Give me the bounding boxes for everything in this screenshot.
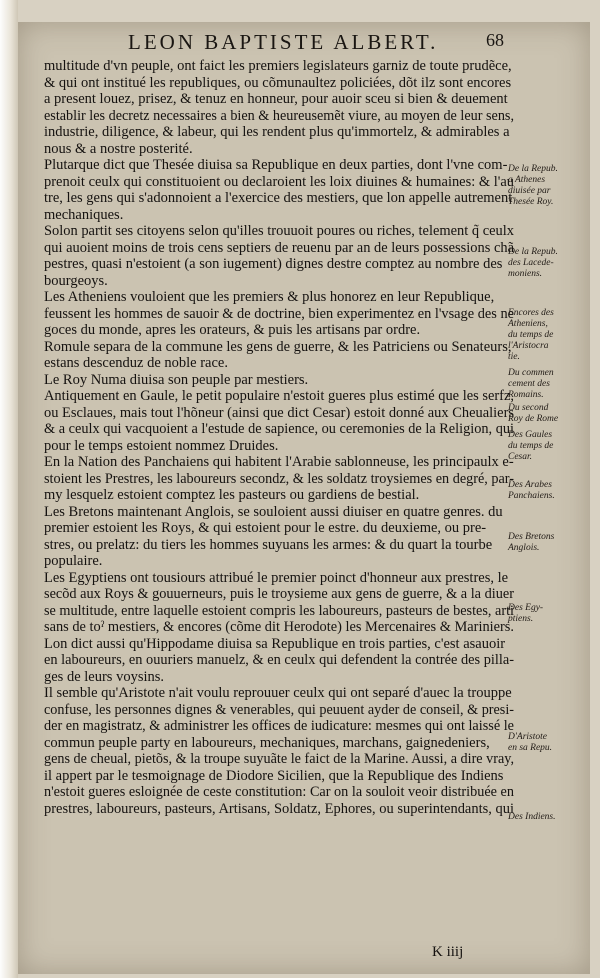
text-line: industrie, diligence, & labeur, qui les rendent plus qu'immortelz, & admirables a [44, 124, 510, 140]
margin-note-line: Atheniens, [508, 319, 548, 329]
margin-note-line: Encores des [508, 308, 554, 318]
text-line: nous & a nostre posterité. [44, 140, 193, 157]
text-line: n'estoit gueres esloignée de ceste constitution: Car on la souloit veoir distribuée en [44, 784, 514, 800]
margin-note-numa [508, 403, 590, 425]
page-number: 68 [486, 30, 504, 50]
margin-note-line: diuisée par [508, 186, 551, 196]
margin-note-lacedemoniens [508, 247, 590, 280]
margin-note-thesee [508, 164, 590, 208]
margin-note-line: tie. [508, 352, 520, 362]
text-line: Il semble qu'Aristote n'ait voulu reprouuer ceulx qui ont separé d'auec la trouppe [44, 685, 512, 701]
text-line: a present louez, prisez, & tenuz en honneur, pour auoir sceu si bien & deuement [44, 91, 508, 107]
margin-note-line: moniens. [508, 269, 543, 279]
margin-note-line: Du commen [508, 368, 554, 378]
margin-note-egyptiens [508, 603, 590, 625]
margin-note-line: De la Repub. [508, 247, 558, 257]
margin-note-line: Panchaiens. [508, 491, 555, 501]
text-line: Antiquement en Gaule, le petit populaire n'estoit gueres plus estimé que les serfz, [44, 388, 514, 404]
margin-note-line: Des Bretons [508, 532, 555, 542]
margin-note-line: du temps de [508, 330, 554, 340]
text-line: Romule separa de la commune les gens de guerre, & les Patriciens ou Senateurs, [44, 338, 512, 355]
body-text [44, 58, 514, 817]
text-line: premier estoient les Roys, & qui estoient pour le estre. du deuxieme, ou pre- [44, 520, 487, 536]
text-line: Plutarque dict que Thesée diuisa sa Republique en deux parties, dont l'vne com- [44, 157, 508, 173]
margin-note-aristote [508, 732, 590, 754]
margin-note-line: ptiens. [508, 614, 534, 624]
margin-note-line: du temps de [508, 441, 554, 451]
margin-note-line: l'Aristocra [508, 341, 549, 351]
text-line: se multitude, entre laquelle estoient compris les laboureurs, pasteurs de bestes, arti [44, 602, 514, 619]
margin-note-line: Des Arabes [508, 480, 552, 490]
margin-note-line: Du second [508, 403, 549, 413]
text-line: prenoit ceulx qui constituoient ou declaroient les loix diuines & humaines: & l'au [44, 173, 514, 190]
margin-note-line: a Athenes [508, 175, 546, 185]
margin-note-atheniens [508, 308, 590, 363]
text-line: mechaniques. [44, 206, 124, 223]
margin-note-gaules [508, 430, 590, 463]
text-line: Le Roy Numa diuisa son peuple par mestiers. [44, 371, 309, 388]
text-line: & a ceulx qui vacquoient a l'estude de sapience, ou ceremonies de la Religion, qui [44, 421, 514, 437]
text-line: Solon partit ses citoyens selon qu'illes trouuoit poures ou riches, telement q̃ ceulx [44, 223, 514, 239]
margin-note-line: Des Egy- [508, 603, 544, 613]
signature-mark: K iiij [432, 944, 464, 960]
text-line: qui auoient moins de trois cens septiers de reuenu par an de leurs possessions chã [44, 239, 514, 256]
margin-note-line: De la Repub. [508, 164, 558, 174]
margin-note-line: D'Aristote [508, 732, 547, 742]
margin-note-line: Anglois. [508, 543, 540, 553]
margin-note-line: Thesée Roy. [508, 197, 554, 207]
text-line: confuse, les personnes dignes & venerables, qui peuuent ayder de conseil, & presi- [44, 701, 514, 718]
text-line: feussent les hommes de sauoir & de doctrine, bien experimentez en l'vsage des ne [44, 305, 514, 322]
text-line: secõd aux Roys & gouuerneurs, puis le troysieme aux gens de guerre, & a la diuer [44, 586, 514, 602]
text-line: stoient les Prestres, les laboureurs secondz, & les soldatz troysiemes en degré, par- [44, 470, 514, 487]
text-line: bourgeoys. [44, 272, 108, 289]
text-line: populaire. [44, 553, 103, 569]
text-line: der en magistratz, & administrer les offices de iudicature: mesmes qui ont laissé le [44, 718, 514, 734]
text-line: En la Nation des Panchaiens qui habitent l'Arabie sablonneuse, les principaulx e- [44, 454, 514, 470]
margin-note-line: Des Indiens. [508, 812, 556, 822]
text-line: goces du monde, apres les orateurs, & puis les artisans par ordre. [44, 322, 421, 338]
margin-note-indiens [508, 812, 590, 823]
text-line: prestres, laboureurs, pasteurs, Artisans, Soldatz, Ephores, ou superintendants, qui [44, 800, 514, 817]
text-line: multitude d'vn peuple, ont faict les premiers legislateurs garniz de toute prudẽce, [44, 58, 512, 74]
text-line: pour le temps estoient nommez Druides. [44, 437, 279, 454]
text-line: Les Bretons maintenant Anglois, se souloient aussi diuiser en quatre genres. du [44, 503, 503, 520]
text-line: commun peuple party en laboureurs, mechaniques, marchans, gaignedeniers, [44, 734, 490, 751]
text-line: sans de toˀ mestiers, & encores (cõme dit Herodote) les Mercenaires & Mariniers. [44, 619, 514, 635]
margin-note-line: Romains. [508, 390, 544, 400]
text-line: il appert par le tesmoignage de Diodore Sicilien, que la Republique des Indiens [44, 767, 504, 784]
text-line: Lon dict aussi qu'Hippodame diuisa sa Republique en trois parties, c'est asauoir [44, 635, 506, 652]
margin-note-romains [508, 368, 590, 401]
margin-note-bretons [508, 532, 590, 554]
margin-note-line: des Lacede- [508, 258, 554, 268]
margin-note-line: en sa Repu. [508, 743, 553, 753]
text-line: my lesquelz estoient comptez les pasteurs ou gardiens de bestial. [44, 487, 420, 503]
text-line: tre, les gens qui s'adonnoient a l'exercice des mestiers, que lon appelle autrement [44, 190, 513, 206]
margin-note-panchaiens [508, 480, 590, 502]
margin-note-line: Des Gaules [508, 430, 553, 440]
text-line: ges de leurs voysins. [44, 668, 165, 685]
text-line: Les Egyptiens ont tousiours attribué le premier poinct d'honneur aux prestres, le [44, 569, 509, 586]
margin-note-line: Cesar. [508, 452, 533, 462]
binding-edge [0, 0, 18, 978]
text-line: en laboureurs, en ouuriers manuelz, & en ceulx qui defendent la contrée des pilla- [44, 652, 514, 668]
text-line: gens de cheual, pietõs, & la troupe suyuãte le faict de la Marine. Aussi, a dire vray, [44, 751, 514, 767]
text-line: Les Atheniens vouloient que les premiers & plus honorez en leur Republique, [44, 289, 495, 305]
text-line: establir les decretz necessaires a bien & heureusemẽt viure, au moyen de leur sens, [44, 107, 514, 124]
margin-note-line: cement des [508, 379, 550, 389]
text-line: ou Esclaues, mais tout l'hõneur (ainsi que dict Cesar) estoit donné aux Cheualiers [44, 404, 514, 421]
text-line: pestres, quasi n'estoient (a son iugement) dignes destre comptez au nombre des [44, 256, 503, 272]
text-line: & qui ont institué les republiques, ou cõmunaultez policiées, dõt ilz sont encores [44, 74, 512, 91]
text-line: estans descenduz de noble race. [44, 355, 228, 371]
text-line: stres, ou prelatz: du tiers les hommes suyuans les armes: & du quart la tourbe [44, 536, 493, 553]
running-title: LEON BAPTISTE ALBERT. [128, 30, 439, 54]
margin-note-line: Roy de Rome [508, 414, 559, 424]
